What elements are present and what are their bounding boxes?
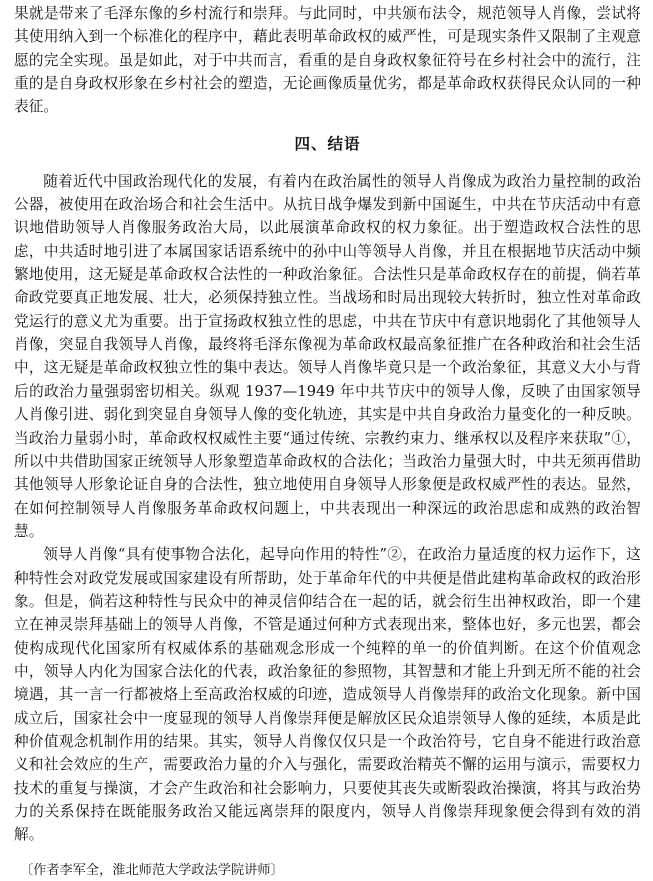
author-note: 〔作者李军全，淮北师范大学政法学院讲师〕 — [20, 862, 284, 878]
conclusion-paragraph-2: 领导人肖像“具有使事物合法化，起导向作用的特性”②，在政治力量适度的权力运作下，这种特性会对政党发展或国家建设有所帮助，处于革命年代的中共便是借此建构革命政权的政治形象。但是，倘若这种特性与民众中的神灵信仰结合在一起的话，就会衍生出神权政治，即一个建立在神灵崇拜基础上的领导人肖像，不管是通过何种方式表现出来，整体也好，多元也罢，都会使构成现代化国家所有权威体系的基础观念形成一个纯粹的单一的价值判断。在这个价值观念中，领导人内化为国家合法化的代表，政治象征的参照物，其智慧和才能上升到无所不能的社会境遇，其一言一行都被烙上至高政治权威的印迹，造成领导人肖像崇拜的政治文化现象。新中国成立后，国家社会中一度显现的领导人肖像崇拜便是解放区民众追崇领导人像的延续，本质是此种价值观念机制作用的结果。其实，领导人肖像仅仅只是一个政治符号，它自身不能进行政治意义和社会效应的生产，需要政治力量的介入与强化，需要政治精英不懈的运用与演示，需要权力技术的重复与操演，才会产生政治和社会影响力，只要使其丧失或断裂政治操演，将其与政治势力的关系保持在既能服务政治又能远离崇拜的限度内，领导人肖像崇拜现象便会得到有效的消解。 — [14, 546, 641, 844]
top-paragraph: 果就是带来了毛泽东像的乡村流行和崇拜。与此同时，中共颁布法令，规范领导人肖像，尝试将其使用纳入到一个标准化的程序中，藉此表明革命政权的威严性，可是现实条件又限制了主观意愿的完全实现。虽是如此，对于中共而言，看重的是自身政权象征符号在乡村社会中的流行，注重的是自身政权形象在乡村社会的塑造，无论画像质量优劣，都是革命政权获得民众认同的一种表征。 — [14, 5, 641, 116]
conclusion-paragraph-1: 随着近代中国政治现代化的发展，有着内在政治属性的领导人肖像成为政治力量控制的政治公器，被使用在政治场合和社会生活中。从抗日战争爆发到新中国诞生，中共在节庆活动中有意识地借助领导人肖像服务政治大局，以此展演革命政权的权力象征。出于塑造政权合法性的思虑，中共适时地引进了本属国家话语系统中的孙中山等领导人肖像，并且在根据地节庆活动中频繁地使用，这无疑是革命政权合法性的一种政治象征。合法性只是革命政权存在的前提，倘若革命政党要真正地发展、壮大，必须保持独立性。当战场和时局出现较大转折时，独立性对革命政党运行的意义尤为重要。出于宣扬政权独立性的思虑，中共在节庆中有意识地弱化了其他领导人肖像，突显自我领导人肖像，最终将毛泽东像视为革命政权最高象征推广在各种政治和社会生活中，这无疑是革命政权独立性的集中表达。领导人肖像毕竟只是一个政治象征，其意义大小与背后的政治力量强弱密切相关。纵观 1937—1949 年中共节庆中的领导人像，反映了由国家领导人肖像引进、弱化到突显自身领导人像的变化轨迹，其实是中共自身政治力量变化的一种反映。当政治力量弱小时，革命政权权威性主要“通过传统、宗教约束力、继承权以及程序来获取”①，所以中共借助国家正统领导人形象塑造革命政权的合法化；当政治力量强大时，中共无须再借助其他领导人形象论证自身的合法性，独立地使用自身领导人形象便是政权威严性的表达。显然，在如何控制领导人肖像服务革命政权问题上，中共表现出一种深远的政治思虑和成熟的政治智慧。 — [14, 172, 641, 540]
section-heading: 四、结语 — [294, 133, 361, 153]
